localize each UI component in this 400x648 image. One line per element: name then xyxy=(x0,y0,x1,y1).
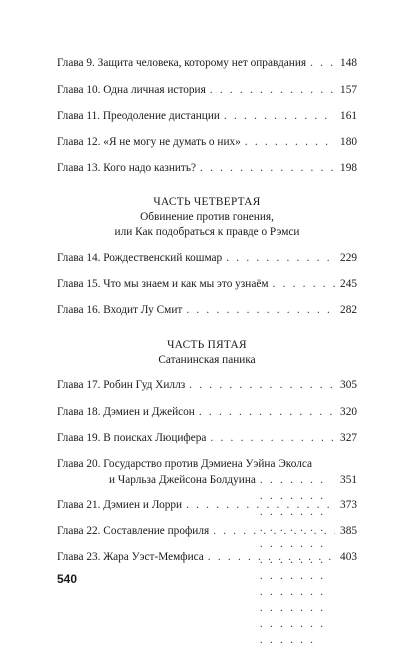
toc-entry-ch11[interactable] xyxy=(57,108,357,124)
part-subtitle: Сатанинская паника xyxy=(158,354,256,366)
toc-entry-ch9[interactable] xyxy=(57,55,357,71)
toc-entry-ch23[interactable] xyxy=(57,549,357,565)
toc-entry-title: Глава 14. Рождественский кошмар xyxy=(57,252,223,264)
toc-entry-ch19[interactable] xyxy=(57,430,357,446)
toc-entry-ch17[interactable] xyxy=(57,377,357,393)
dot-leader xyxy=(310,55,335,71)
toc-entry-page: 245 xyxy=(340,278,357,290)
toc-entry-title: Глава 9. Защита человека, которому нет оправдания xyxy=(57,57,307,69)
toc-entry-ch16[interactable] xyxy=(57,302,357,318)
toc-entry-title: Глава 23. Жара Уэст-Мемфиса xyxy=(57,551,204,563)
toc-entry-title: Глава 19. В поисках Люцифера xyxy=(57,432,207,444)
toc-entry-page: 385 xyxy=(340,525,357,537)
page-number: 540 xyxy=(57,572,78,586)
dot-leader xyxy=(199,404,335,420)
toc-entry-title: Глава 22. Составление профиля xyxy=(57,525,210,537)
toc-entry-title: Глава 21. Дэмиен и Лорри xyxy=(57,499,183,511)
dot-leader xyxy=(273,276,336,292)
toc-entry-page: 180 xyxy=(340,136,357,148)
dot-leader xyxy=(245,134,335,150)
dot-leader xyxy=(186,497,335,513)
toc-entry-ch18[interactable] xyxy=(57,404,357,420)
dot-leader xyxy=(210,82,335,98)
dot-leader xyxy=(213,523,335,539)
toc-entry-page: 282 xyxy=(340,304,357,316)
toc-entry-page: 157 xyxy=(340,84,357,96)
toc-entry-title: Глава 18. Дэмиен и Джейсон xyxy=(57,406,195,418)
toc-entry-title: Глава 16. Входит Лу Смит xyxy=(57,304,183,316)
toc-entry-page: 161 xyxy=(340,110,357,122)
toc-entry-title: Глава 12. «Я не могу не думать о них» xyxy=(57,136,241,148)
toc-entry-ch15[interactable] xyxy=(57,276,357,292)
toc-entry-title: Глава 15. Что мы знаем и как мы это узнаём xyxy=(57,278,269,290)
toc-entry-title: Глава 17. Робин Гуд Хиллз xyxy=(57,379,186,391)
toc-entry-ch22[interactable] xyxy=(57,523,357,539)
dot-leader xyxy=(189,377,335,393)
toc-entry-title-cont: и Чарльза Джейсона Болдуина xyxy=(109,474,256,486)
part-title: ЧАСТЬ ЧЕТВЕРТАЯ xyxy=(153,196,261,208)
dot-leader xyxy=(226,250,335,266)
toc-entry-ch10[interactable] xyxy=(57,82,357,98)
toc-entry-ch21[interactable] xyxy=(57,497,357,513)
dot-leader xyxy=(210,430,335,446)
toc-entry-ch14[interactable] xyxy=(57,250,357,266)
toc-entry-title: Глава 10. Одна личная история xyxy=(57,84,206,96)
toc-entry-page: 148 xyxy=(340,57,357,69)
toc-entry-title: Глава 11. Преодоление дистанции xyxy=(57,110,220,122)
dot-leader xyxy=(186,302,335,318)
part-heading-4 xyxy=(57,195,357,240)
toc-entry-page: 351 xyxy=(340,474,357,486)
toc-entry-page: 320 xyxy=(340,406,357,418)
dot-leader xyxy=(208,549,335,565)
toc-entry-page: 198 xyxy=(340,162,357,174)
part-subtitle: Обвинение против гонения, xyxy=(140,211,274,223)
toc-entry-ch13[interactable] xyxy=(57,160,357,176)
dot-leader xyxy=(200,160,335,176)
toc-entry-page: 229 xyxy=(340,252,357,264)
toc-entry-ch12[interactable] xyxy=(57,134,357,150)
part-heading-5 xyxy=(57,338,357,368)
toc-entry-title: Глава 20. Государство против Дэмиена Уэйна Эколса xyxy=(57,458,312,470)
toc-entry-title: Глава 13. Кого надо казнить? xyxy=(57,162,197,174)
dot-leader xyxy=(224,108,335,124)
toc-entry-page: 403 xyxy=(340,551,357,563)
toc-entry-page: 327 xyxy=(340,432,357,444)
toc-entry-page: 373 xyxy=(340,499,357,511)
part-subtitle: или Как подобраться к правде о Рэмси xyxy=(114,226,300,238)
toc-entry-page: 305 xyxy=(340,379,357,391)
part-title: ЧАСТЬ ПЯТАЯ xyxy=(167,339,247,351)
